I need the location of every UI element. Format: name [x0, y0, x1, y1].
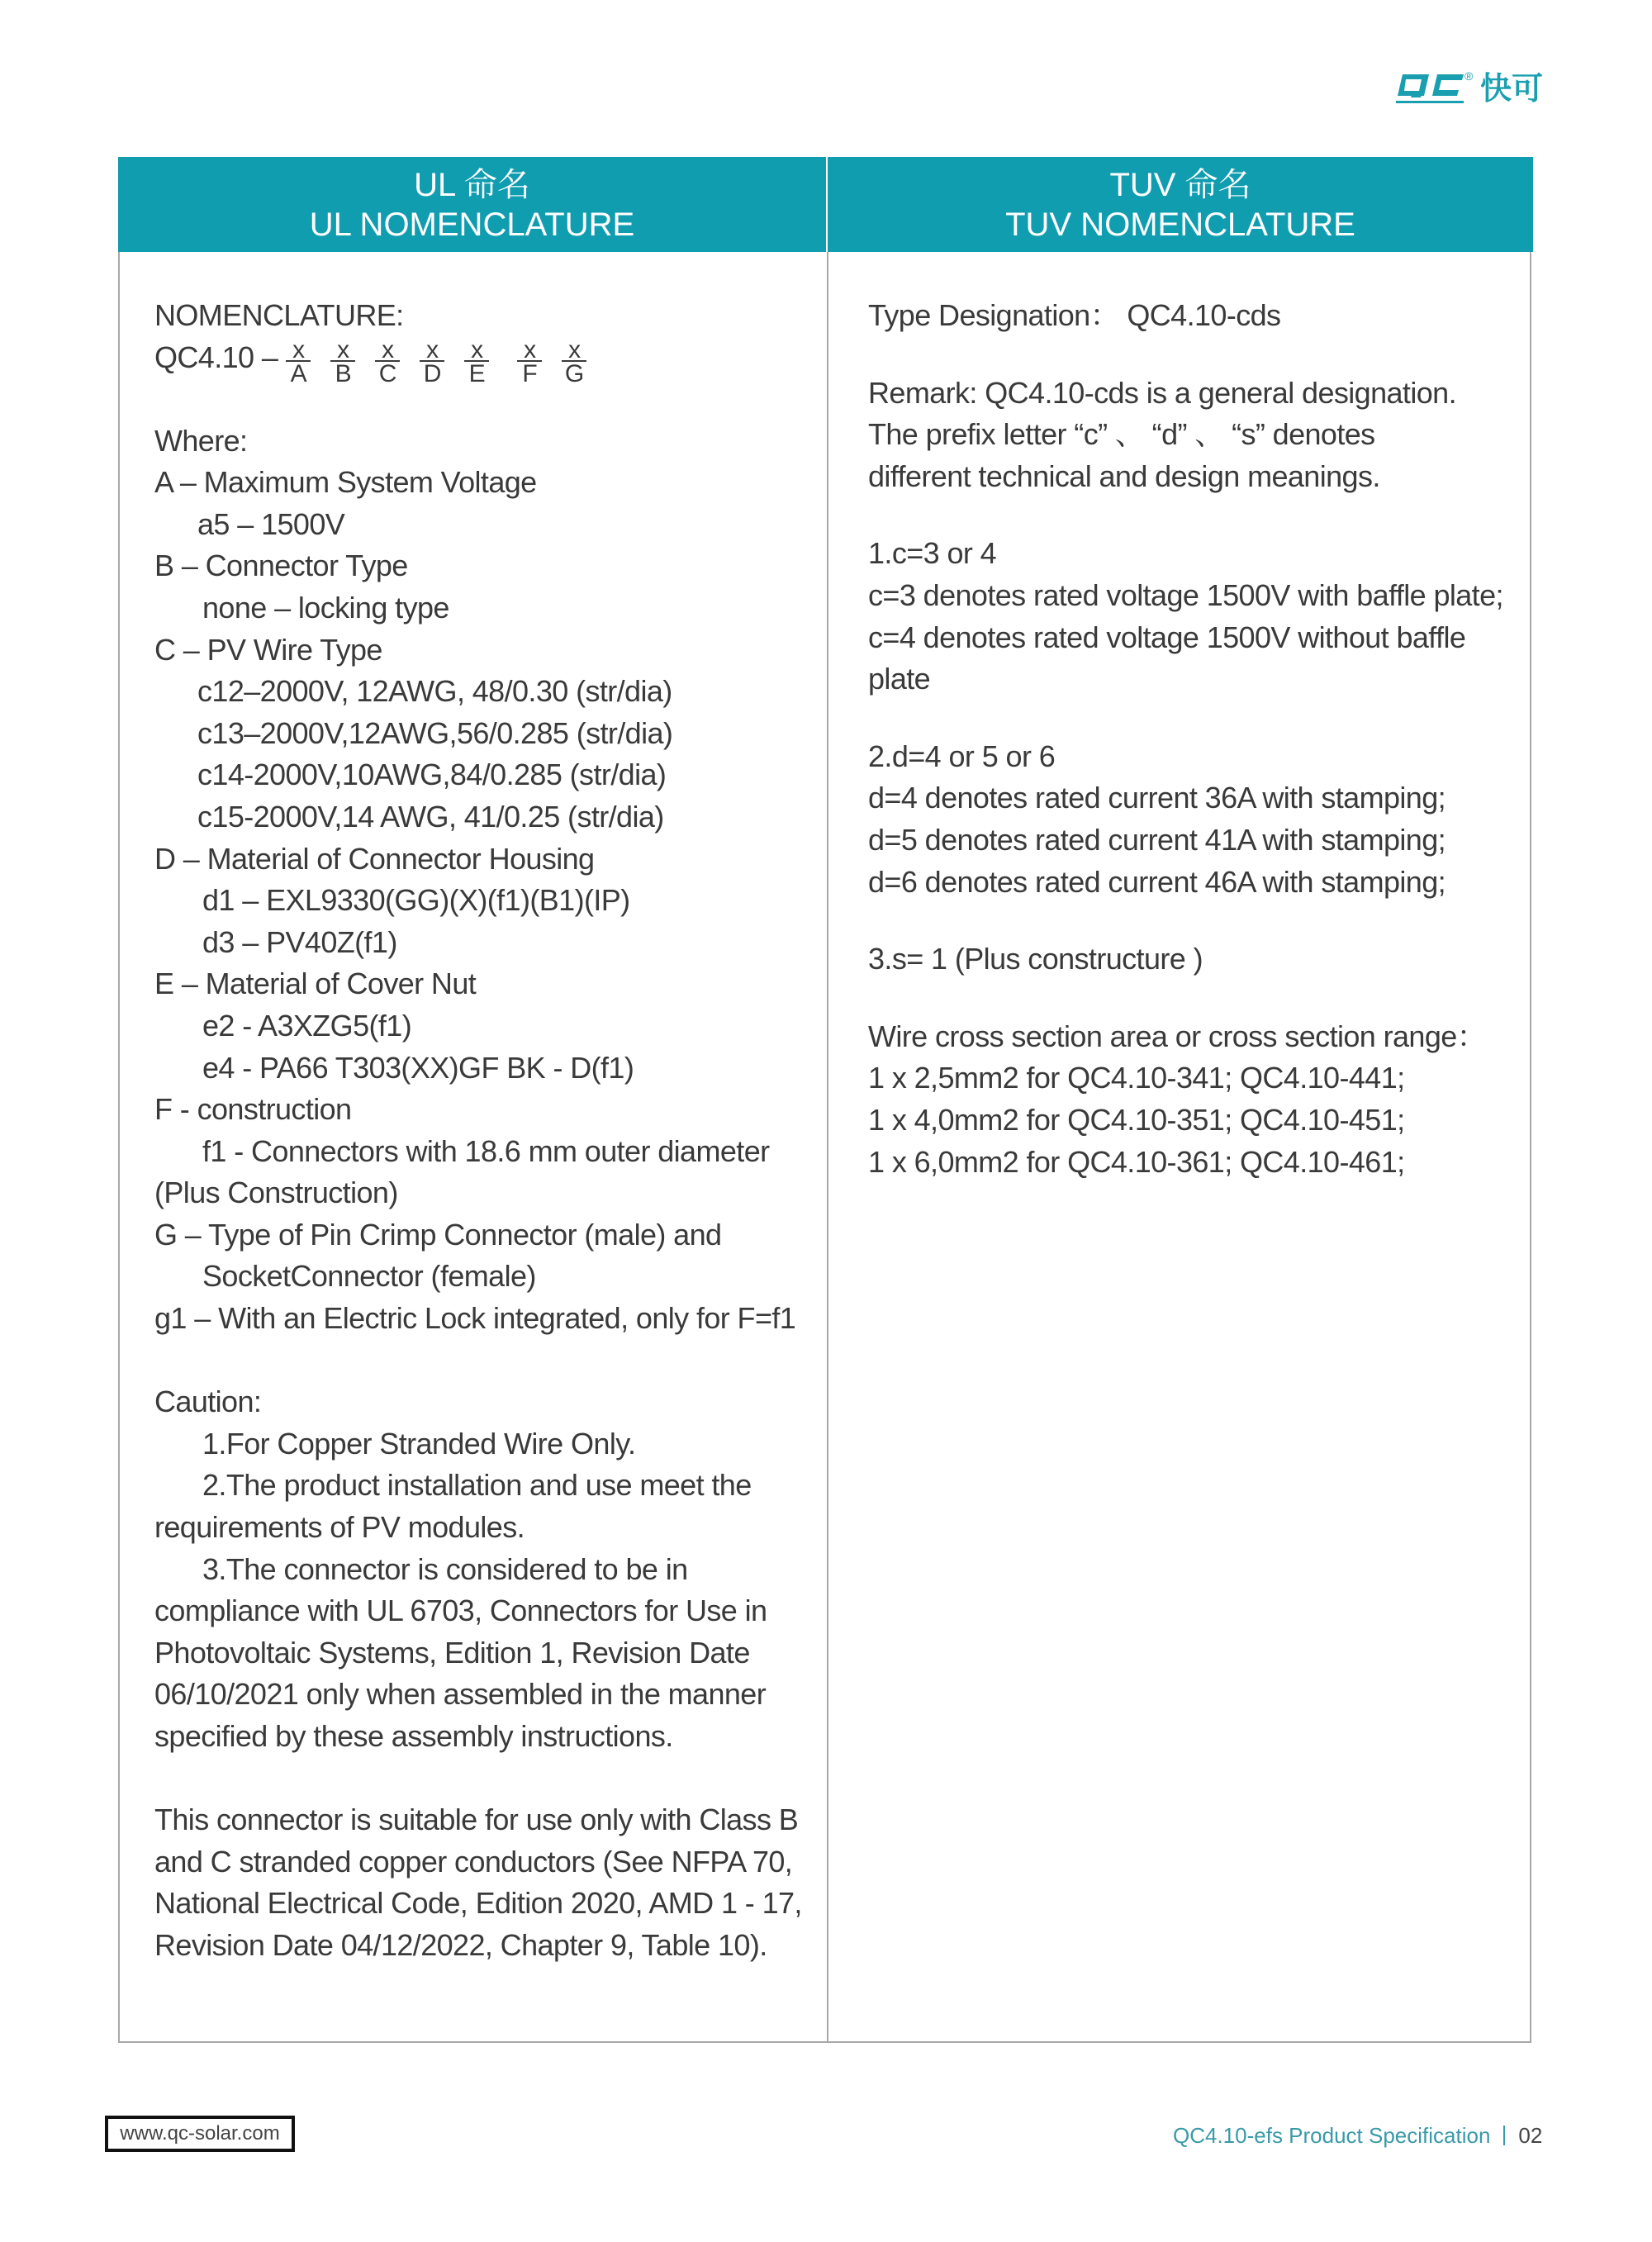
wire-section-line: Wire cross section area or cross section range：: [868, 1019, 1487, 1053]
spec-line: E – Material of Cover Nut: [154, 967, 477, 1001]
spec-line: G – Type of Pin Crimp Connector (male) and: [154, 1217, 722, 1252]
code-slot-c: $\frac{x}{C}$: [375, 337, 400, 387]
spec-line: g1 – With an Electric Lock integrated, only for F=f1: [154, 1301, 796, 1336]
code-prefix: QC4.10 –: [154, 340, 278, 374]
conductor-note-line: This connector is suitable for use only with Class B: [154, 1803, 799, 1837]
c-section-line: c=4 denotes rated voltage 1500V without baffle: [868, 620, 1466, 654]
ul-header: [118, 157, 826, 252]
column-divider: [827, 252, 828, 2041]
caution-line: Photovoltaic Systems, Edition 1, Revision Date: [154, 1635, 750, 1670]
tuv-header: [828, 157, 1533, 252]
spec-line: c14-2000V,10AWG,84/0.285 (str/dia): [197, 758, 667, 792]
brand-chinese-name: 快可: [1480, 70, 1544, 107]
c-section-line: 1.c=3 or 4: [868, 536, 997, 571]
spec-line: e2 - A3XZG5(f1): [202, 1008, 412, 1043]
spec-line: B – Connector Type: [154, 549, 408, 583]
conductor-note-line: Revision Date 04/12/2022, Chapter 9, Table 10).: [154, 1927, 767, 1962]
table-header: [118, 157, 1533, 252]
spec-line: F - construction: [154, 1092, 352, 1127]
spec-line: none – locking type: [202, 590, 449, 625]
spec-line: C – PV Wire Type: [154, 632, 382, 667]
where-label: Where:: [154, 423, 248, 458]
nomenclature-table: [118, 157, 1531, 2043]
tuv-header-cn: TUV 命名: [1109, 166, 1251, 203]
tuv-header-en: TUV NOMENCLATURE: [1005, 206, 1355, 243]
caution-line: 2.The product installation and use meet the: [202, 1468, 752, 1503]
type-designation: Type Designation： QC4.10-cds: [868, 298, 1281, 332]
caution-line: 1.For Copper Stranded Wire Only.: [202, 1426, 636, 1461]
s-section-line: 3.s= 1 (Plus constructure ): [868, 942, 1203, 976]
document-title: QC4.10-efs Product Specification: [1173, 2123, 1491, 2148]
spec-line: c15-2000V,14 AWG, 41/0.25 (str/dia): [197, 799, 664, 834]
caution-line: specified by these assembly instructions.: [154, 1719, 673, 1753]
footer-separator: [1503, 2126, 1505, 2145]
code-slot-f: $\frac{x}{F}$: [517, 337, 542, 387]
code-slot-g: $\frac{x}{G}$: [562, 337, 586, 387]
ul-header-en: UL NOMENCLATURE: [309, 206, 635, 243]
tuv-column: [868, 252, 1529, 1183]
caution-label: Caution:: [154, 1385, 262, 1419]
caution-line: 3.The connector is considered to be in: [202, 1551, 688, 1586]
spec-line: D – Material of Connector Housing: [154, 841, 595, 876]
code-slot-e: $\frac{x}{E}$: [464, 337, 489, 387]
wire-section-line: 1 x 2,5mm2 for QC4.10-341; QC4.10-441;: [868, 1061, 1405, 1095]
spec-line: A – Maximum System Voltage: [154, 465, 537, 500]
ul-header-cn: UL 命名: [414, 166, 530, 203]
brand-logo: [1394, 69, 1467, 107]
caution-line: compliance with UL 6703, Connectors for Use in: [154, 1594, 767, 1628]
spec-line: d3 – PV40Z(f1): [202, 924, 397, 959]
caution-line: 06/10/2021 only when assembled in the manner: [154, 1677, 767, 1712]
page-footer: [1173, 2121, 1542, 2149]
d-section-line: d=5 denotes rated current 41A with stamping;: [868, 822, 1446, 857]
c-section-line: c=3 denotes rated voltage 1500V with baffle plate;: [868, 577, 1503, 612]
spec-line: f1 - Connectors with 18.6 mm outer diameter: [202, 1133, 770, 1168]
nomenclature-label: NOMENCLATURE:: [154, 298, 404, 332]
wire-section-line: 1 x 4,0mm2 for QC4.10-351; QC4.10-451;: [868, 1102, 1405, 1137]
remark-line: Remark: QC4.10-cds is a general designation.: [868, 375, 1456, 410]
registered-mark: ®: [1464, 69, 1474, 83]
remark-line: The prefix letter “c” 、 “d” 、 “s” denotes: [868, 417, 1375, 452]
page-number: 02: [1518, 2123, 1543, 2148]
d-section-line: d=4 denotes rated current 36A with stamping;: [868, 781, 1446, 815]
remark-line: different technical and design meanings.: [868, 458, 1380, 493]
code-slot-b: $\frac{x}{B}$: [330, 337, 355, 387]
code-slot-d: $\frac{x}{D}$: [420, 337, 444, 387]
wire-section-line: 1 x 6,0mm2 for QC4.10-361; QC4.10-461;: [868, 1144, 1405, 1179]
website-link[interactable]: www.qc-solar.com: [105, 2116, 295, 2152]
nomenclature-code: [154, 337, 815, 385]
caution-line: requirements of PV modules.: [154, 1510, 525, 1545]
spec-line: SocketConnector (female): [202, 1259, 536, 1294]
code-slot-a: $\frac{x}{A}$: [286, 337, 311, 387]
spec-line: a5 – 1500V: [197, 506, 345, 541]
spec-line: (Plus Construction): [154, 1176, 398, 1210]
d-section-line: d=6 denotes rated current 46A with stamping;: [868, 864, 1446, 899]
spec-line: c12–2000V, 12AWG, 48/0.30 (str/dia): [197, 674, 672, 709]
spec-line: d1 – EXL9330(GG)(X)(f1)(B1)(IP): [202, 883, 630, 918]
d-section-line: 2.d=4 or 5 or 6: [868, 739, 1056, 773]
ul-column: [154, 252, 815, 1967]
conductor-note-line: and C stranded copper conductors (See NFPA 70,: [154, 1844, 793, 1879]
spec-line: e4 - PA66 T303(XX)GF BK - D(f1): [202, 1050, 634, 1085]
c-section-line: plate: [868, 662, 931, 696]
qc-logo-icon: [1394, 71, 1467, 106]
spec-line: c13–2000V,12AWG,56/0.285 (str/dia): [197, 715, 673, 750]
conductor-note-line: National Electrical Code, Edition 2020, AMD 1 - 17,: [154, 1886, 802, 1921]
